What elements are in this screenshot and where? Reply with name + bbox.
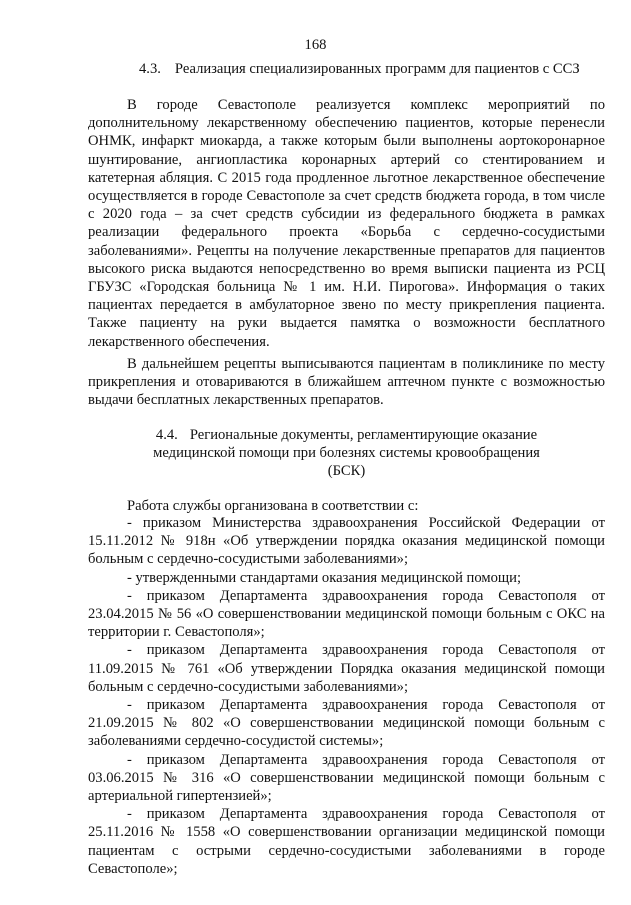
section-heading-4-3	[139, 60, 609, 78]
list-item: - приказом Департамента здравоохранения города Севастополя от 03.06.2015 № 316 «О совершенствовании медицинской помощи больным с артериальной гипертензией»;	[88, 751, 605, 805]
regulation-list	[88, 514, 605, 878]
list-item: - приказом Департамента здравоохранения города Севастополя от 25.11.2016 № 1558 «О совершенствовании организации медицинской помощи пациентам с острыми сердечно-сосудистыми заболеваниями в городе Севастополе»;	[88, 806, 605, 877]
section-title-line-3: (БСК)	[327, 463, 366, 480]
list-item: - приказом Министерства здравоохранения Российской Федерации от 15.11.2012 № 918н «Об утверждении порядка оказания медицинской помощи больным с сердечно-сосудистыми заболеваниями»;	[88, 515, 605, 568]
paragraph-block-2	[88, 355, 605, 410]
page-number: 168	[304, 37, 327, 53]
section-title-line-2: медицинской помощи при болезнях системы кровообращения	[153, 445, 540, 462]
section-title-text: Региональные документы, регламентирующие оказание	[189, 427, 538, 443]
list-item: - приказом Департамента здравоохранения города Севастополя от 11.09.2015 № 761 «Об утверждении Порядка оказания медицинской помощи больным с сердечно-сосудистыми заболеваниями»;	[88, 642, 605, 695]
list-item: - приказом Департамента здравоохранения города Севастополя от 21.09.2015 № 802 «О совершенствовании медицинской помощи больным с заболеваниями сердечно-сосудистой системы»;	[88, 697, 605, 750]
body-paragraph: В дальнейшем рецепты выписываются пациентам в поликлинике по месту прикрепления и отовариваются в ближайшем аптечном пункте с возможностью выдачи бесплатных лекарственных препаратов.	[88, 356, 605, 409]
section-title: Реализация специализированных программ для пациентов с ССЗ	[174, 61, 580, 77]
section-title-line-1	[88, 426, 605, 444]
section-number: 4.3.	[139, 61, 161, 77]
section-heading-4-4	[88, 426, 605, 481]
paragraph-block-1	[88, 96, 605, 351]
section-number: 4.4.	[155, 427, 178, 443]
intro-text: Работа службы организована в соответствии с:	[127, 498, 419, 514]
intro-line	[88, 497, 605, 515]
body-paragraph: В городе Севастополе реализуется комплекс мероприятий по дополнительному лекарственному обеспечению пациентов, которые перенесли ОНМК, инфаркт миокарда, а также которым были выполнены аортокоронарное шунтирование, ангиопластика коронарных артерий со стентированием и катетерная абляция. С 2015 года продленное льготное лекарственное обеспечение осуществляется в городе Севастополе за счет средств бюджета города, в том числе с 2020 года – за счет средств субсидии из федерального бюджета в рамках реализации федерального проекта «Борьба с сердечно-сосудистыми заболеваниями». Рецепты на получение лекарственные препаратов для пациентов высокого риска выдаются непосредственно во время выписки пациента из РСЦ ГБУЗС «Городская больница № 1 им. Н.И. Пирогова». Информация о таких пациентах передается в амбулаторное звено по месту прикрепления пациента. Также пациенту на руки выдается памятка о возможности бесплатного лекарственного обеспечения.	[88, 97, 605, 350]
list-item: - утвержденными стандартами оказания медицинской помощи;	[127, 569, 522, 586]
list-item: - приказом Департамента здравоохранения города Севастополя от 23.04.2015 № 56 «О совершенствовании медицинской помощи больным с ОКС на территории г. Севастополя»;	[88, 587, 605, 641]
